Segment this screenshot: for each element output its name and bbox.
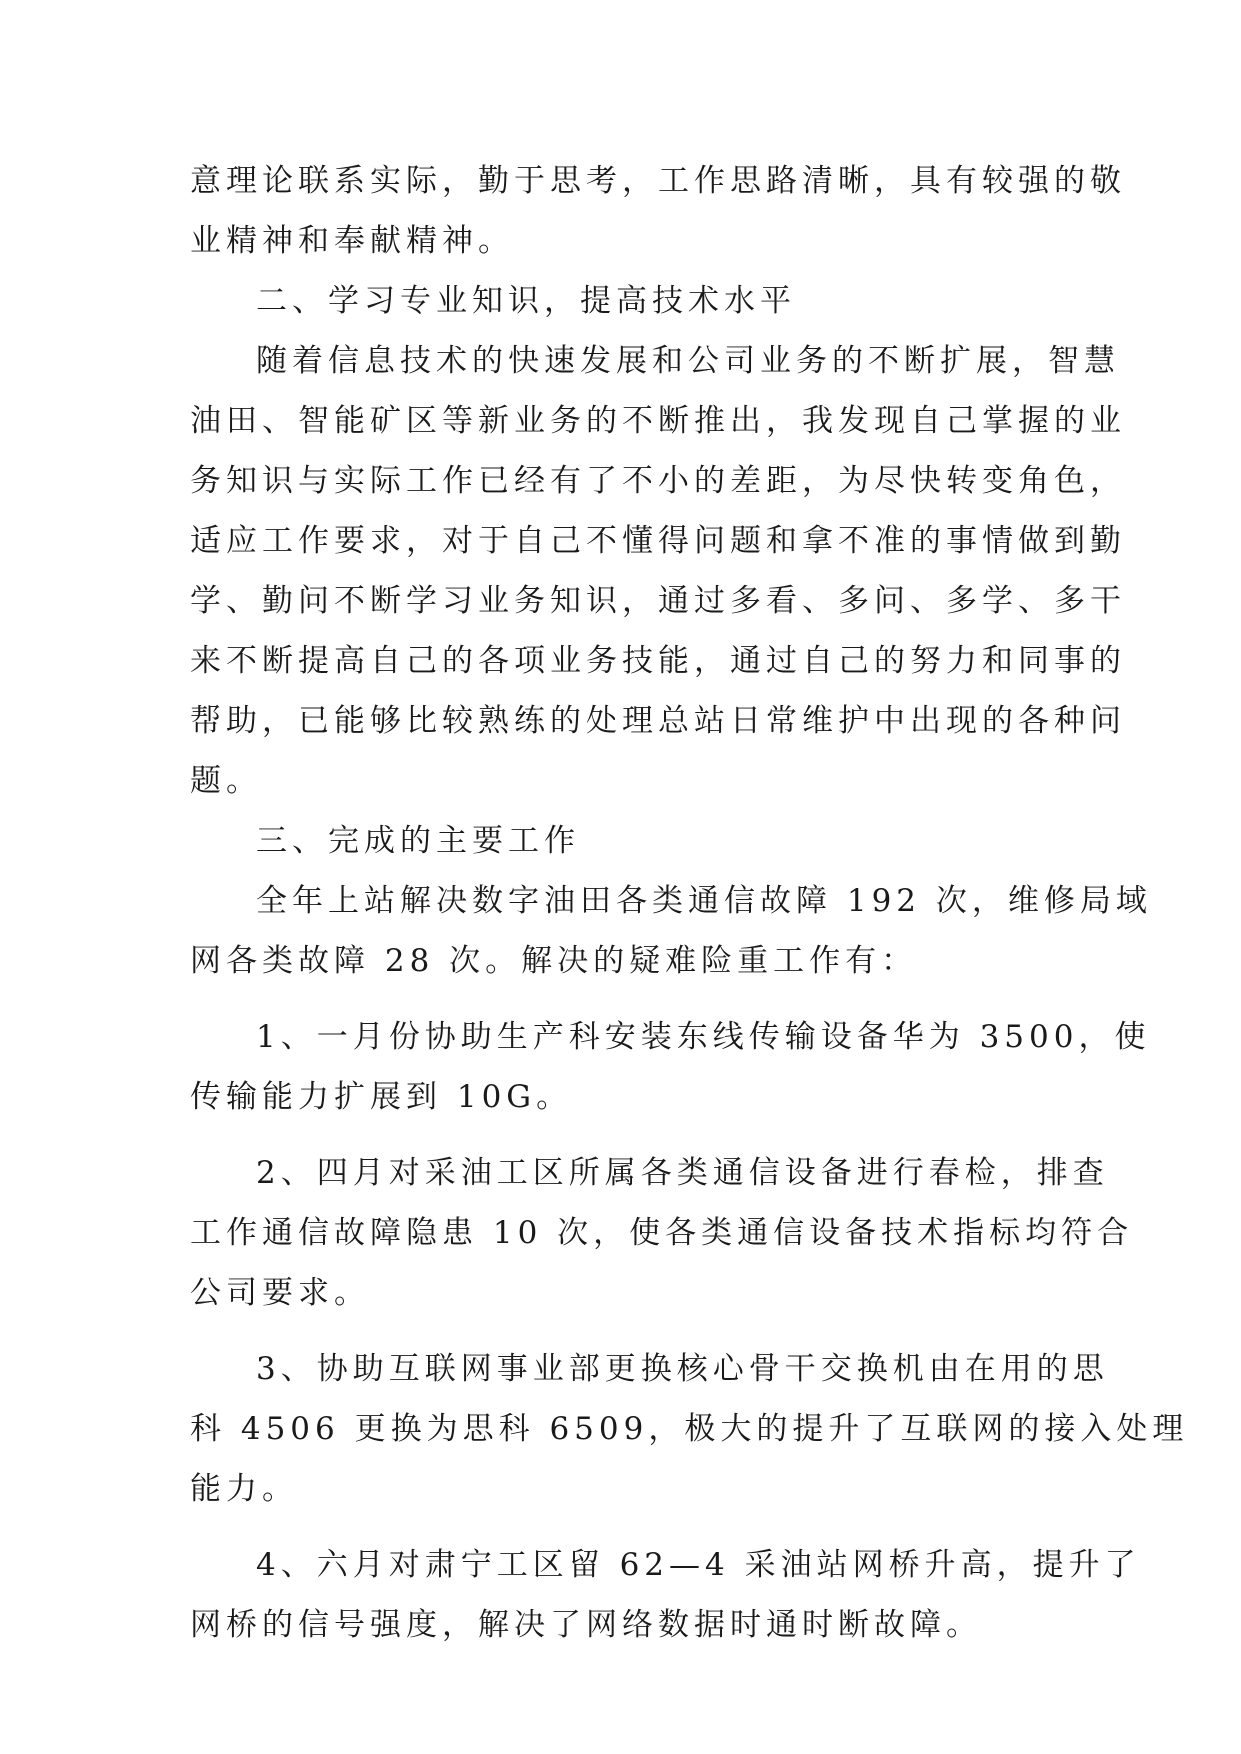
text-line: 传输能力扩展到 10G。 — [190, 1079, 573, 1115]
text-line: 工作通信故障隐患 10 次，使各类通信设备技术指标均符合 — [190, 1215, 1134, 1251]
text-line: 随着信息技术的快速发展和公司业务的不断扩展，智慧 — [256, 343, 1120, 379]
text-line: 2、四月对采油工区所属各类通信设备进行春检，排查 — [256, 1155, 1109, 1191]
text-line: 业精神和奉献精神。 — [190, 223, 514, 259]
list-item-4 — [190, 1535, 1141, 1655]
text-line: 学、勤问不断学习业务知识，通过多看、多问、多学、多干 — [190, 583, 1126, 619]
section-heading-3 — [190, 811, 1060, 871]
section-heading-text: 二、学习专业知识，提高技术水平 — [256, 283, 796, 319]
list-item-3 — [190, 1339, 1189, 1519]
paragraph-study — [190, 331, 1126, 811]
text-line: 来不断提高自己的各项业务技能，通过自己的努力和同事的 — [190, 643, 1126, 679]
text-line: 公司要求。 — [190, 1275, 370, 1311]
paragraph-spacer — [190, 1519, 1060, 1535]
section-heading-2 — [190, 271, 1060, 331]
text-line: 意理论联系实际，勤于思考，工作思路清晰，具有较强的敬 — [190, 163, 1126, 199]
text-line: 4、六月对肃宁工区留 62—4 采油站网桥升高，提升了 — [256, 1547, 1141, 1583]
text-line: 科 4506 更换为思科 6509，极大的提升了互联网的接入处理 — [190, 1411, 1189, 1447]
text-line: 网各类故障 28 次。解决的疑难险重工作有： — [190, 943, 918, 979]
text-line: 油田、智能矿区等新业务的不断推出，我发现自己掌握的业 — [190, 403, 1126, 439]
paragraph-spacer — [190, 991, 1060, 1007]
document-body — [190, 151, 1189, 1655]
text-line: 1、一月份协助生产科安装东线传输设备华为 3500，使 — [256, 1019, 1151, 1055]
text-line: 网桥的信号强度，解决了网络数据时通时断故障。 — [190, 1607, 982, 1643]
paragraph-summary — [190, 871, 1152, 991]
paragraph-spacer — [190, 1323, 1060, 1339]
list-item-2 — [190, 1143, 1134, 1323]
text-line: 能力。 — [190, 1471, 298, 1507]
text-line: 全年上站解决数字油田各类通信故障 192 次，维修局域 — [256, 883, 1152, 919]
text-line: 务知识与实际工作已经有了不小的差距，为尽快转变角色， — [190, 463, 1126, 499]
text-line: 适应工作要求，对于自己不懂得问题和拿不准的事情做到勤 — [190, 523, 1126, 559]
paragraph-continuation — [190, 151, 1126, 271]
section-heading-text: 三、完成的主要工作 — [256, 823, 580, 859]
text-line: 帮助，已能够比较熟练的处理总站日常维护中出现的各种问 — [190, 703, 1126, 739]
list-item-1 — [190, 1007, 1151, 1127]
paragraph-spacer — [190, 1127, 1060, 1143]
text-line: 题。 — [190, 763, 262, 799]
text-line: 3、协助互联网事业部更换核心骨干交换机由在用的思 — [256, 1351, 1109, 1387]
